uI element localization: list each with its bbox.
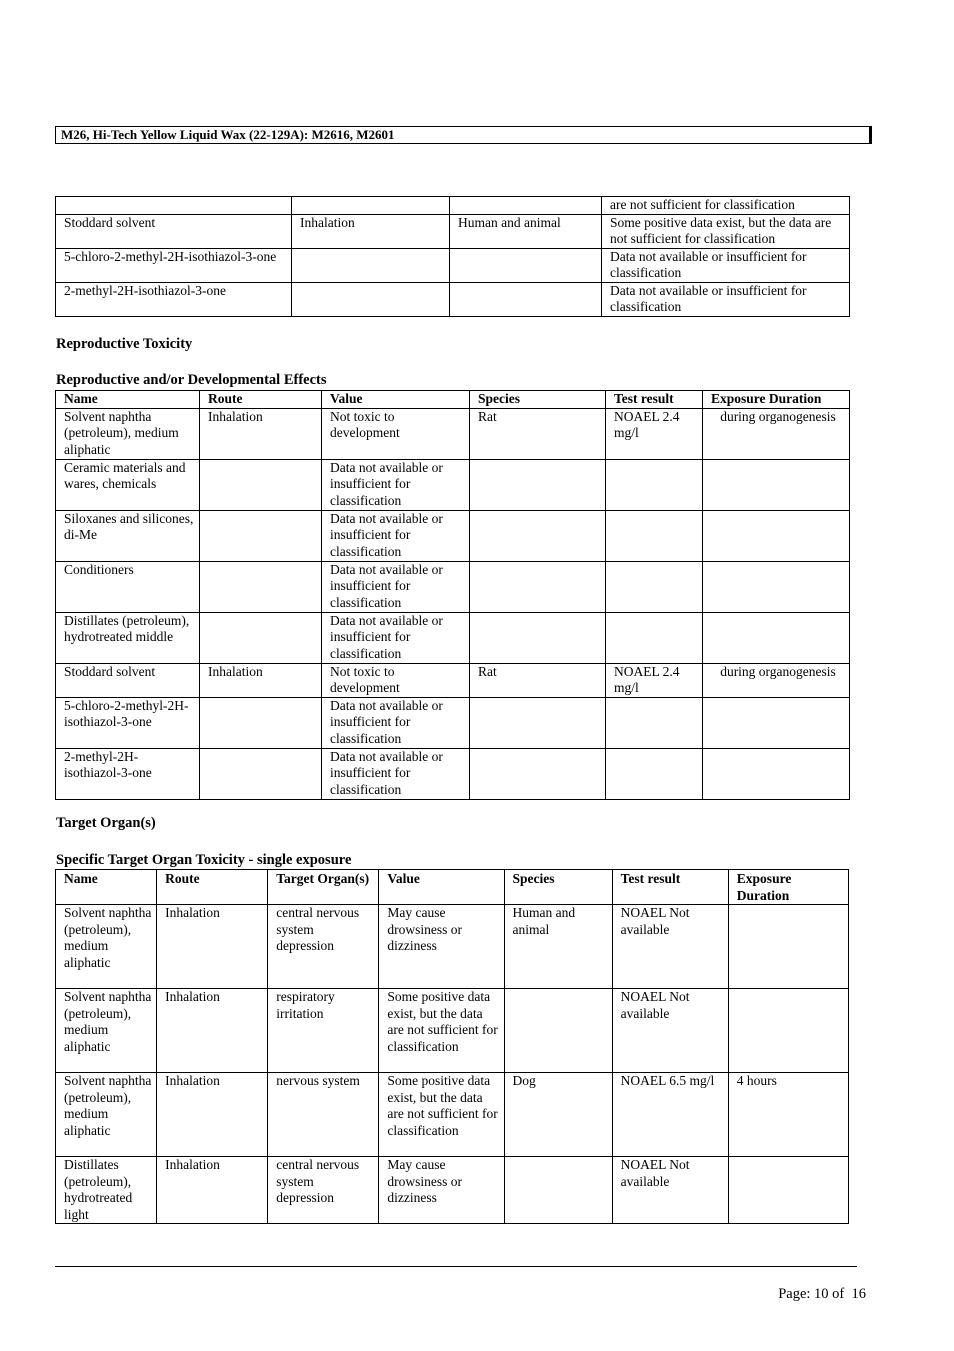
reproductive-row bbox=[56, 697, 850, 748]
target-organs-heading: Target Organ(s) bbox=[56, 815, 156, 831]
reproductive-cell: Ceramic materials and wares, chemicals bbox=[56, 459, 200, 510]
reproductive-row bbox=[56, 408, 850, 459]
stot-row bbox=[56, 989, 849, 1073]
page-number: Page: 10 of 16 bbox=[778, 1286, 866, 1302]
stot-cell: Inhalation bbox=[157, 905, 268, 989]
stot-cell: NOAEL Not available bbox=[612, 989, 728, 1073]
stot-cell bbox=[728, 905, 848, 989]
reproductive-row bbox=[56, 748, 850, 799]
carryover-cell bbox=[292, 197, 450, 215]
reproductive-cell bbox=[470, 748, 606, 799]
reproductive-cell bbox=[200, 510, 322, 561]
reproductive-cell bbox=[703, 459, 850, 510]
reproductive-cell bbox=[470, 459, 606, 510]
reproductive-cell bbox=[606, 697, 703, 748]
reproductive-cell bbox=[200, 612, 322, 663]
stot-cell: central nervous system depression bbox=[268, 905, 379, 989]
reproductive-cell: during organogenesis bbox=[703, 663, 850, 697]
reproductive-column-header: Value bbox=[322, 391, 470, 409]
reproductive-cell: NOAEL 2.4 mg/l bbox=[606, 408, 703, 459]
carryover-cell: Stoddard solvent bbox=[56, 214, 292, 248]
reproductive-cell: Data not available or insufficient for classification bbox=[322, 510, 470, 561]
carryover-cell bbox=[292, 248, 450, 282]
stot-cell bbox=[504, 1157, 612, 1224]
reproductive-row bbox=[56, 612, 850, 663]
stot-cell: May cause drowsiness or dizziness bbox=[379, 905, 504, 989]
carryover-cell: Data not available or insufficient for classification bbox=[602, 282, 850, 316]
stot-cell: Solvent naphtha (petroleum), medium aliphatic bbox=[56, 989, 157, 1073]
stot-cell: Inhalation bbox=[157, 989, 268, 1073]
reproductive-cell bbox=[606, 612, 703, 663]
carryover-cell: Human and animal bbox=[450, 214, 602, 248]
carryover-cell: 5-chloro-2-methyl-2H-isothiazol-3-one bbox=[56, 248, 292, 282]
reproductive-cell bbox=[606, 748, 703, 799]
reproductive-cell: during organogenesis bbox=[703, 408, 850, 459]
stot-cell: Solvent naphtha (petroleum), medium aliphatic bbox=[56, 905, 157, 989]
reproductive-cell: Stoddard solvent bbox=[56, 663, 200, 697]
reproductive-column-header: Name bbox=[56, 391, 200, 409]
reproductive-cell bbox=[606, 510, 703, 561]
carryover-cell: Data not available or insufficient for classification bbox=[602, 248, 850, 282]
carryover-row bbox=[56, 197, 850, 215]
stot-cell bbox=[728, 989, 848, 1073]
reproductive-cell: Rat bbox=[470, 408, 606, 459]
reproductive-effects-table-title: Reproductive and/or Developmental Effects bbox=[56, 372, 327, 388]
stot-cell: respiratory irritation bbox=[268, 989, 379, 1073]
reproductive-cell bbox=[470, 697, 606, 748]
stot-header-row bbox=[56, 870, 849, 905]
reproductive-column-header: Species bbox=[470, 391, 606, 409]
carryover-row bbox=[56, 282, 850, 316]
reproductive-cell: Conditioners bbox=[56, 561, 200, 612]
reproductive-column-header: Route bbox=[200, 391, 322, 409]
stot-cell bbox=[728, 1157, 848, 1224]
reproductive-cell: Data not available or insufficient for classification bbox=[322, 748, 470, 799]
reproductive-cell bbox=[703, 612, 850, 663]
reproductive-cell bbox=[703, 561, 850, 612]
stot-cell: Solvent naphtha (petroleum), medium aliphatic bbox=[56, 1073, 157, 1157]
reproductive-cell bbox=[703, 748, 850, 799]
carryover-cell bbox=[56, 197, 292, 215]
reproductive-cell bbox=[200, 697, 322, 748]
reproductive-cell: Inhalation bbox=[200, 663, 322, 697]
reproductive-cell bbox=[606, 561, 703, 612]
stot-cell: May cause drowsiness or dizziness bbox=[379, 1157, 504, 1224]
reproductive-row bbox=[56, 561, 850, 612]
reproductive-header-row bbox=[56, 391, 850, 409]
stot-single-table-title: Specific Target Organ Toxicity - single exposure bbox=[56, 852, 352, 868]
carryover-cell bbox=[450, 248, 602, 282]
reproductive-cell bbox=[703, 510, 850, 561]
reproductive-cell: Solvent naphtha (petroleum), medium aliphatic bbox=[56, 408, 200, 459]
stot-column-header: Route bbox=[157, 870, 268, 905]
reproductive-cell: 5-chloro-2-methyl-2H-isothiazol-3-one bbox=[56, 697, 200, 748]
reproductive-cell bbox=[703, 697, 850, 748]
reproductive-cell: Data not available or insufficient for classification bbox=[322, 697, 470, 748]
carryover-cell: are not sufficient for classification bbox=[602, 197, 850, 215]
reproductive-cell: Distillates (petroleum), hydrotreated middle bbox=[56, 612, 200, 663]
reproductive-row bbox=[56, 663, 850, 697]
reproductive-cell: 2-methyl-2H-isothiazol-3-one bbox=[56, 748, 200, 799]
reproductive-cell: Siloxanes and silicones, di-Me bbox=[56, 510, 200, 561]
stot-cell: Some positive data exist, but the data are not sufficient for classification bbox=[379, 989, 504, 1073]
carryover-cell: Some positive data exist, but the data are not sufficient for classification bbox=[602, 214, 850, 248]
reproductive-cell: Rat bbox=[470, 663, 606, 697]
reproductive-cell bbox=[200, 459, 322, 510]
stot-cell: NOAEL Not available bbox=[612, 1157, 728, 1224]
document-header: M26, Hi-Tech Yellow Liquid Wax (22-129A): M2616, M2601 bbox=[55, 126, 872, 144]
stot-cell: nervous system bbox=[268, 1073, 379, 1157]
reproductive-cell bbox=[606, 459, 703, 510]
carryover-cell bbox=[450, 197, 602, 215]
stot-cell: Inhalation bbox=[157, 1073, 268, 1157]
reproductive-cell: Not toxic to development bbox=[322, 663, 470, 697]
carryover-cell: 2-methyl-2H-isothiazol-3-one bbox=[56, 282, 292, 316]
stot-row bbox=[56, 1157, 849, 1224]
stot-cell: NOAEL Not available bbox=[612, 905, 728, 989]
reproductive-cell bbox=[470, 561, 606, 612]
stot-column-header: Exposure Duration bbox=[728, 870, 848, 905]
carryover-cell bbox=[450, 282, 602, 316]
stot-cell: central nervous system depression bbox=[268, 1157, 379, 1224]
stot-cell: Dog bbox=[504, 1073, 612, 1157]
reproductive-effects-table bbox=[55, 390, 850, 800]
stot-row bbox=[56, 905, 849, 989]
reproductive-toxicity-heading: Reproductive Toxicity bbox=[56, 336, 193, 352]
reproductive-cell: Inhalation bbox=[200, 408, 322, 459]
stot-column-header: Value bbox=[379, 870, 504, 905]
stot-cell: Human and animal bbox=[504, 905, 612, 989]
stot-cell bbox=[504, 989, 612, 1073]
stot-column-header: Target Organ(s) bbox=[268, 870, 379, 905]
footer-rule bbox=[55, 1266, 857, 1267]
carryover-table bbox=[55, 196, 850, 317]
stot-single-exposure-table bbox=[55, 869, 849, 1224]
stot-row bbox=[56, 1073, 849, 1157]
reproductive-cell bbox=[470, 612, 606, 663]
carryover-cell bbox=[292, 282, 450, 316]
stot-cell: Distillates (petroleum), hydrotreated light bbox=[56, 1157, 157, 1224]
reproductive-cell bbox=[200, 748, 322, 799]
stot-cell: 4 hours bbox=[728, 1073, 848, 1157]
stot-cell: Some positive data exist, but the data are not sufficient for classification bbox=[379, 1073, 504, 1157]
reproductive-cell: Data not available or insufficient for classification bbox=[322, 561, 470, 612]
carryover-row bbox=[56, 214, 850, 248]
reproductive-cell: Data not available or insufficient for classification bbox=[322, 459, 470, 510]
stot-column-header: Species bbox=[504, 870, 612, 905]
reproductive-row bbox=[56, 459, 850, 510]
reproductive-row bbox=[56, 510, 850, 561]
reproductive-cell: NOAEL 2.4 mg/l bbox=[606, 663, 703, 697]
stot-column-header: Test result bbox=[612, 870, 728, 905]
stot-column-header: Name bbox=[56, 870, 157, 905]
carryover-cell: Inhalation bbox=[292, 214, 450, 248]
stot-cell: NOAEL 6.5 mg/l bbox=[612, 1073, 728, 1157]
reproductive-cell bbox=[200, 561, 322, 612]
reproductive-column-header: Exposure Duration bbox=[703, 391, 850, 409]
reproductive-column-header: Test result bbox=[606, 391, 703, 409]
reproductive-cell: Not toxic to development bbox=[322, 408, 470, 459]
carryover-row bbox=[56, 248, 850, 282]
reproductive-cell bbox=[470, 510, 606, 561]
stot-cell: Inhalation bbox=[157, 1157, 268, 1224]
reproductive-cell: Data not available or insufficient for classification bbox=[322, 612, 470, 663]
